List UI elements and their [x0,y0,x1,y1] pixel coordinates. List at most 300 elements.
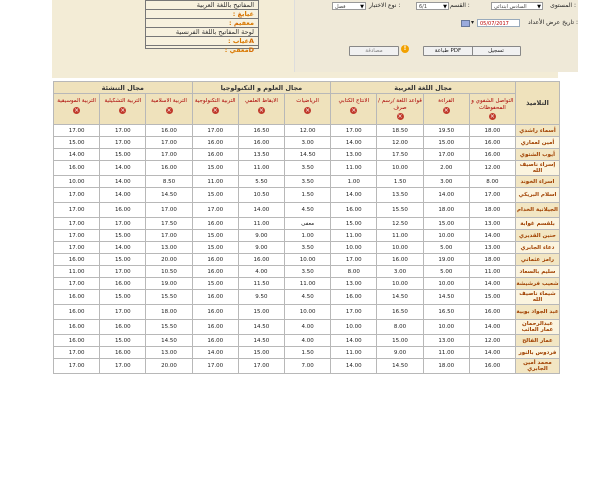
student-name: إسراء ناصيف الله [515,161,559,176]
students-header: التلاميذ [515,82,559,125]
grade-cell[interactable]: 15.00 [423,137,469,149]
subject-label: الانتاج الكتابي [338,98,370,104]
grade-cell[interactable]: 16.00 [54,335,100,347]
grade-cell[interactable]: 14.00 [469,320,515,335]
grade-cell[interactable]: 14.00 [238,203,284,218]
grade-cell[interactable]: 17.00 [54,278,100,290]
grade-cell[interactable]: 14.00 [54,149,100,161]
legend-text: : غياب [228,37,249,45]
exam-type-label: نوع الاختبار : [369,2,401,9]
legend-row [146,19,258,28]
domain-header: مجال اللغة العربية [331,82,516,94]
student-name: عمار الفالح [515,335,559,347]
legend-text: : غياب [232,10,254,18]
table-row [54,242,560,254]
grade-cell[interactable]: 1.50 [285,347,331,359]
grade-cell[interactable]: 14.00 [100,242,146,254]
grade-cell[interactable]: 19.50 [423,125,469,137]
student-name: اسلام البريكي [515,188,559,203]
grade-cell[interactable]: 16.00 [146,161,192,176]
section-select-value: 6/1 [419,4,428,10]
grade-cell[interactable]: 14.50 [377,359,423,374]
table-row [54,254,560,266]
table-row [54,266,560,278]
grade-cell[interactable]: 17.00 [54,218,100,230]
grade-cell[interactable]: 14.50 [377,290,423,305]
grade-cell[interactable]: 1.50 [377,176,423,188]
grade-cell[interactable]: 14.50 [285,149,331,161]
table-row [54,347,560,359]
grade-cell[interactable]: 7.00 [285,359,331,374]
grade-cell[interactable]: 3.00 [423,176,469,188]
legend-code: غ [237,10,243,18]
grade-cell[interactable]: 15.00 [238,305,284,320]
grade-cell[interactable]: 19.00 [423,254,469,266]
grade-cell[interactable]: 15.50 [377,203,423,218]
subject-header [100,94,146,125]
grade-cell[interactable]: 15.00 [192,278,238,290]
grade-cell[interactable]: 14.00 [331,359,377,374]
level-select[interactable] [491,2,543,10]
grade-cell[interactable]: 2.00 [423,161,469,176]
section-select[interactable] [416,2,449,10]
subject-label: الايقاظ العلمي [244,98,278,104]
grade-cell[interactable]: 17.00 [54,242,100,254]
grade-cell[interactable]: 14.00 [100,188,146,203]
grade-cell[interactable]: 16.50 [377,305,423,320]
clear-column-icon[interactable]: × [74,106,80,114]
student-name: رامز عثماني [515,254,559,266]
grade-cell[interactable]: 10.00 [423,230,469,242]
table-row [54,335,560,347]
grade-cell[interactable]: 14.50 [146,335,192,347]
grade-cell[interactable]: 17.00 [100,125,146,137]
grade-cell[interactable]: 10.00 [331,320,377,335]
grade-cell[interactable]: 15.00 [192,161,238,176]
grade-cell[interactable]: 17.00 [146,137,192,149]
student-name: أيوب الشتوي [515,149,559,161]
grade-cell[interactable]: 10.00 [423,320,469,335]
grade-cell[interactable]: 15.00 [100,254,146,266]
legend-text: المفاتيح باللغة العربية [196,1,254,9]
table-row [54,161,560,176]
grade-cell[interactable]: 3.50 [285,161,331,176]
grade-cell[interactable]: 15.00 [192,188,238,203]
grade-cell[interactable]: 11.00 [377,230,423,242]
grade-cell[interactable]: 5.50 [238,176,284,188]
grade-cell[interactable]: 12.50 [377,218,423,230]
legend-row [146,1,258,10]
grade-cell[interactable]: 17.00 [54,125,100,137]
grade-cell[interactable]: 11.00 [54,266,100,278]
grade-cell[interactable]: 16.00 [469,149,515,161]
student-name: شيماء ناصيف الله [515,290,559,305]
grade-cell[interactable]: 20.00 [146,359,192,374]
grades-table [53,81,559,391]
subject-label: الرياضيات [296,98,319,104]
grade-cell[interactable]: 10.00 [377,278,423,290]
section-label: القسم : [450,2,470,9]
grade-cell[interactable]: 12.00 [469,161,515,176]
table-row [54,278,560,290]
grade-cell[interactable]: 17.00 [54,203,100,218]
legend-code: D [248,46,254,54]
clear-column-icon[interactable]: × [443,106,449,114]
grade-cell[interactable]: 12.00 [285,125,331,137]
grade-cell[interactable]: 18.00 [469,203,515,218]
grade-cell[interactable]: 17.00 [146,230,192,242]
subject-label: التربية التشكيلية [104,98,142,104]
grade-cell[interactable]: 16.00 [192,290,238,305]
grade-cell[interactable]: 13.00 [331,278,377,290]
grade-cell[interactable]: 19.00 [146,278,192,290]
date-label: تاريخ عرض الأعداد : [528,19,578,26]
student-name: أمين لعماري [515,137,559,149]
grade-cell[interactable]: 10.00 [285,254,331,266]
grade-cell[interactable]: 16.00 [469,359,515,374]
subject-label: التربية الموسيقية [57,98,96,104]
date-input[interactable]: 05/07/2017 [477,19,520,27]
grade-cell[interactable]: 13.00 [469,218,515,230]
grade-cell[interactable]: 16.50 [238,125,284,137]
student-name: عبد الجواد بوبية [515,305,559,320]
grade-cell[interactable]: 17.50 [146,218,192,230]
grade-cell[interactable]: 11.00 [238,218,284,230]
domain-header: مجال العلوم و التكنولوجيا [192,82,331,94]
grade-cell[interactable]: 11.00 [331,161,377,176]
filters-panel [294,0,578,72]
grade-cell[interactable]: 14.00 [100,161,146,176]
grade-cell[interactable]: 4.50 [285,290,331,305]
grade-cell[interactable]: 16.00 [54,161,100,176]
grade-cell[interactable]: 17.00 [100,359,146,374]
grade-cell[interactable]: 17.00 [423,149,469,161]
grade-cell[interactable]: 17.00 [192,359,238,374]
grade-cell[interactable]: 14.00 [469,347,515,359]
grade-cell[interactable]: 17.00 [54,188,100,203]
grade-cell[interactable]: 13.00 [146,347,192,359]
grade-cell[interactable]: 16.00 [146,125,192,137]
grade-cell[interactable]: 15.00 [238,347,284,359]
subject-header [469,94,515,125]
grade-cell[interactable]: 14.00 [192,347,238,359]
grade-cell[interactable]: 17.50 [377,149,423,161]
grade-cell[interactable]: 3.00 [285,137,331,149]
subject-label: قواعد اللغة /رسم / صرف [378,98,422,111]
clear-column-icon[interactable]: × [397,113,403,120]
grade-cell[interactable]: 14.50 [423,290,469,305]
grade-cell[interactable]: 18.00 [146,305,192,320]
grade-cell[interactable]: 17.00 [331,305,377,320]
calendar-icon[interactable] [461,20,470,27]
save-button[interactable]: تسجيل [471,46,521,56]
student-name: سليم بالسعاد [515,266,559,278]
grade-cell[interactable]: 16.00 [192,137,238,149]
grade-cell[interactable]: 18.00 [469,254,515,266]
grade-cell[interactable]: 14.50 [238,335,284,347]
grade-cell[interactable]: 16.00 [54,305,100,320]
grade-cell[interactable]: 17.00 [100,137,146,149]
legend-row [146,37,258,46]
grade-cell[interactable]: 20.00 [146,254,192,266]
grade-cell[interactable]: 11.00 [285,278,331,290]
top-panel [52,0,578,78]
grade-cell[interactable]: 15.50 [146,320,192,335]
grade-cell[interactable]: 17.00 [469,188,515,203]
chevron-down-icon: ▼ [360,4,364,10]
legend-code: م [233,19,239,27]
subject-header [146,94,192,125]
grade-cell[interactable]: 18.00 [469,125,515,137]
grade-cell[interactable]: 14.00 [423,188,469,203]
grade-cell[interactable]: 18.00 [423,203,469,218]
student-name: شعيب فرشيشة [515,278,559,290]
grade-cell[interactable]: 10.00 [377,161,423,176]
grade-cell[interactable]: 16.00 [238,137,284,149]
grade-cell[interactable]: 14.00 [331,188,377,203]
grade-cell[interactable]: 15.00 [100,335,146,347]
table-row [54,176,560,188]
table-row [54,320,560,335]
subject-header [238,94,284,125]
grade-cell[interactable]: 17.00 [192,125,238,137]
grade-cell[interactable]: 18.00 [423,359,469,374]
grade-cell[interactable]: 16.00 [54,290,100,305]
print-pdf-button[interactable]: طباعة PDF [423,46,473,56]
grade-cell[interactable]: 14.00 [469,230,515,242]
grade-cell[interactable]: 18.50 [377,125,423,137]
grade-cell[interactable]: 12.00 [469,335,515,347]
grade-cell[interactable]: 15.00 [331,218,377,230]
grade-cell[interactable]: 16.00 [238,254,284,266]
grade-cell[interactable]: 4.00 [238,266,284,278]
grade-cell[interactable]: 3.00 [377,266,423,278]
grade-cell[interactable]: 16.00 [100,320,146,335]
approve-button[interactable]: مصادقة [349,46,399,56]
info-icon: ! [401,45,409,53]
grade-cell[interactable]: 15.00 [423,218,469,230]
grade-cell[interactable]: 1.50 [285,188,331,203]
legend-row [146,46,258,54]
table-row [54,218,560,230]
subject-header [285,94,331,125]
grade-cell[interactable]: 16.00 [192,266,238,278]
grade-cell[interactable]: 17.00 [100,266,146,278]
grade-cell[interactable]: 5.00 [423,242,469,254]
grade-cell[interactable]: 1.00 [285,230,331,242]
grade-cell[interactable]: 14.50 [238,320,284,335]
subject-label: التربية الاسلامية [151,98,187,104]
grade-cell[interactable]: 9.00 [377,347,423,359]
grade-cell[interactable]: 9.00 [238,242,284,254]
chevron-down-icon: ▼ [443,4,447,10]
grade-cell[interactable]: 16.00 [100,203,146,218]
student-name: محمد أمين الجابري [515,359,559,374]
legend-text: لوحة المفاتيح باللغة الفرنسية [175,28,254,36]
grade-cell[interactable]: 16.00 [192,305,238,320]
grade-cell[interactable]: 4.50 [285,203,331,218]
grade-cell[interactable]: 3.50 [285,242,331,254]
grade-cell[interactable]: 17.00 [238,359,284,374]
grade-cell[interactable]: 10.50 [238,188,284,203]
table-row [54,149,560,161]
table-row [54,290,560,305]
grade-cell[interactable]: 8.50 [146,176,192,188]
grade-cell[interactable]: 16.00 [469,137,515,149]
grade-cell[interactable]: 11.00 [331,347,377,359]
grade-cell[interactable]: 11.00 [423,347,469,359]
grade-cell[interactable]: 14.00 [100,176,146,188]
grade-cell[interactable]: 15.00 [377,335,423,347]
clear-column-icon[interactable]: × [489,113,495,120]
grade-cell[interactable]: 3.50 [285,176,331,188]
grade-cell[interactable]: 13.00 [469,242,515,254]
grade-cell[interactable]: 17.00 [54,359,100,374]
grade-cell[interactable]: 16.00 [331,203,377,218]
grade-cell[interactable]: 15.00 [192,242,238,254]
student-name: اسراء الخوند [515,176,559,188]
grade-cell[interactable]: 11.00 [238,161,284,176]
student-name: دعاء الجابري [515,242,559,254]
grade-cell[interactable]: 16.00 [192,254,238,266]
subject-header [54,94,100,125]
grade-cell[interactable]: 13.00 [146,242,192,254]
grade-cell[interactable]: 17.00 [100,305,146,320]
grade-cell[interactable]: 11.00 [331,230,377,242]
grade-cell[interactable]: 11.00 [192,176,238,188]
student-name: فردوس بالنور [515,347,559,359]
student-name: أسماء راشدي [515,125,559,137]
grade-cell[interactable]: 16.00 [192,218,238,230]
table-row [54,203,560,218]
grade-cell[interactable]: 15.00 [100,290,146,305]
table-row [54,188,560,203]
grade-cell[interactable]: 15.00 [469,290,515,305]
level-label: المستوى : [550,2,576,9]
grade-cell[interactable]: 17.00 [146,203,192,218]
grade-cell[interactable]: 5.00 [423,266,469,278]
legend-row [146,10,258,19]
grade-cell[interactable]: 16.00 [331,290,377,305]
clear-column-icon[interactable]: × [212,106,218,114]
table-row [54,305,560,320]
grade-cell[interactable]: 16.50 [423,305,469,320]
table-row [54,137,560,149]
legend-code: A [248,37,254,45]
grade-cell[interactable]: 16.00 [54,254,100,266]
subject-label: التربية التكنولوجية [194,98,236,104]
grade-cell[interactable]: 15.00 [54,137,100,149]
grade-cell[interactable]: 17.00 [54,347,100,359]
subject-label: التواصل الشفوي و المحفوظات [471,98,514,111]
grade-cell[interactable]: 16.00 [192,320,238,335]
grade-cell[interactable]: 1.00 [331,176,377,188]
grade-cell[interactable]: 15.00 [192,230,238,242]
grade-cell[interactable]: 9.50 [238,290,284,305]
domain-header: مجال التنشئة [54,82,193,94]
grade-cell[interactable]: 16.00 [377,254,423,266]
grade-cell[interactable]: معفى [285,218,331,230]
grade-cell[interactable]: 17.00 [54,230,100,242]
chevron-down-icon: ▼ [537,4,541,10]
level-select-value: السادس ابتدائي [494,4,527,10]
grade-cell[interactable]: 15.00 [100,230,146,242]
grade-cell[interactable]: 17.00 [100,218,146,230]
grade-cell[interactable]: 14.50 [146,188,192,203]
clear-column-icon[interactable]: × [351,106,357,114]
grade-cell[interactable]: 10.00 [54,176,100,188]
grade-cell[interactable]: 4.00 [285,320,331,335]
grade-cell[interactable]: 16.00 [192,335,238,347]
exam-type-select[interactable] [332,2,366,10]
grade-cell[interactable]: 14.00 [331,335,377,347]
clear-column-icon[interactable]: × [305,106,311,114]
grade-cell[interactable]: 8.00 [469,176,515,188]
grade-cell[interactable]: 4.00 [285,335,331,347]
table-row [54,230,560,242]
grade-cell[interactable]: 13.00 [423,335,469,347]
student-name: بلقسم غوابة [515,218,559,230]
student-name: عبدالرحمان عمار العائب [515,320,559,335]
table-row [54,125,560,137]
grade-cell[interactable]: 17.00 [146,149,192,161]
legend-row [146,28,258,37]
legend-text: : معفي [224,46,249,54]
legend-text: : معفي [228,19,254,27]
subject-header [423,94,469,125]
clear-column-icon[interactable]: × [120,106,126,114]
student-name: الجيلانية الخدام [515,203,559,218]
grade-cell[interactable]: 15.00 [100,149,146,161]
grade-cell[interactable]: 9.00 [238,230,284,242]
clear-column-icon[interactable]: × [258,106,264,114]
grade-cell[interactable]: 8.00 [331,266,377,278]
subject-label: القراءة [438,98,455,104]
grade-cell[interactable]: 16.00 [100,347,146,359]
grade-cell[interactable]: 14.00 [331,137,377,149]
grade-cell[interactable]: 17.00 [331,125,377,137]
grade-cell[interactable]: 10.00 [377,242,423,254]
grade-cell[interactable]: 11.50 [238,278,284,290]
grade-cell[interactable]: 8.00 [377,320,423,335]
grade-cell[interactable]: 16.00 [54,320,100,335]
grade-cell[interactable]: 10.00 [285,305,331,320]
grade-cell[interactable]: 17.00 [331,254,377,266]
grade-cell[interactable]: 13.00 [331,149,377,161]
subject-header [192,94,238,125]
clear-column-icon[interactable]: × [166,106,172,114]
subject-header [331,94,377,125]
grade-cell[interactable]: 17.00 [192,203,238,218]
grade-cell[interactable]: 16.00 [192,149,238,161]
grade-cell[interactable]: 16.00 [100,278,146,290]
grade-cell[interactable]: 16.00 [469,305,515,320]
grade-cell[interactable]: 12.00 [377,137,423,149]
keyboard-legend [145,0,259,54]
grade-cell[interactable]: 10.00 [331,242,377,254]
grade-cell[interactable]: 11.00 [469,266,515,278]
grade-cell[interactable]: 13.50 [377,188,423,203]
grade-cell[interactable]: 10.50 [146,266,192,278]
grade-cell[interactable]: 14.00 [469,278,515,290]
subject-header [377,94,423,125]
calendar-dropdown-icon[interactable]: ▾ [471,19,475,26]
grade-cell[interactable]: 13.50 [238,149,284,161]
grade-cell[interactable]: 10.00 [423,278,469,290]
grade-cell[interactable]: 3.50 [285,266,331,278]
grade-cell[interactable]: 15.50 [146,290,192,305]
table-row [54,359,560,374]
